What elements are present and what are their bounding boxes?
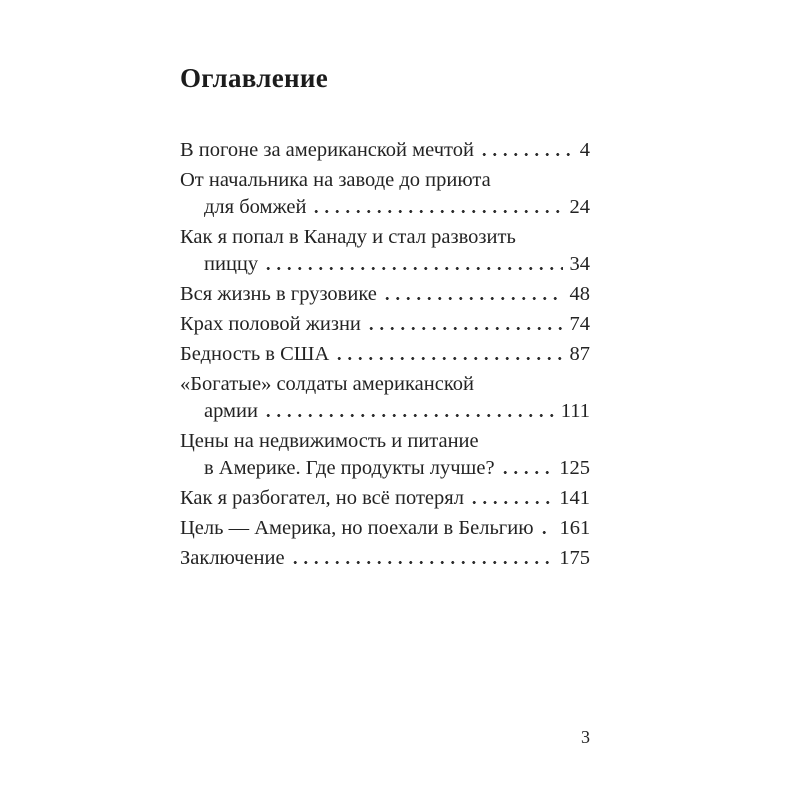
toc-line — [180, 194, 590, 221]
dot-leader — [334, 357, 562, 360]
toc-entry-text: От начальника на заводе до приюта — [180, 169, 491, 191]
toc-line — [180, 485, 590, 512]
toc-line — [180, 455, 590, 482]
dot-leader — [311, 210, 562, 213]
toc-line — [180, 341, 590, 368]
toc-entry-text: Цель — Америка, но поехали в Бельгию — [180, 517, 534, 539]
toc-line — [180, 545, 590, 572]
toc-entry-text: Цены на недвижимость и питание — [180, 430, 479, 452]
dot-leader — [366, 327, 563, 330]
dot-leader — [500, 471, 553, 474]
toc-line — [180, 224, 590, 251]
toc-page-number: 87 — [569, 343, 590, 365]
toc-entry-text: Заключение — [180, 547, 285, 569]
toc-page-number: 24 — [569, 196, 590, 218]
toc-line — [180, 398, 590, 425]
toc-page-number: 48 — [569, 283, 590, 305]
dot-leader — [539, 531, 553, 534]
page-title: Оглавление — [180, 63, 328, 93]
toc-entry-text: Бедность в США — [180, 343, 330, 365]
dot-leader — [290, 561, 553, 564]
toc-page-number: 74 — [569, 313, 590, 335]
table-of-contents — [180, 137, 590, 572]
toc-entry-text: Как я разбогател, но всё потерял — [180, 487, 464, 509]
toc-entry-text: «Богатые» солдаты американской — [180, 373, 474, 395]
toc-entry-text: армии — [204, 400, 258, 422]
dot-leader — [382, 297, 563, 300]
dot-leader — [469, 501, 552, 504]
toc-entry-text: пиццу — [204, 253, 259, 275]
toc-line — [180, 515, 590, 542]
toc-line — [180, 311, 590, 338]
toc-entry-text: Крах половой жизни — [180, 313, 361, 335]
toc-line — [180, 167, 590, 194]
toc-line — [180, 281, 590, 308]
toc-line — [180, 137, 590, 164]
toc-page-number: 141 — [559, 487, 590, 509]
toc-entry-text: в Америке. Где продукты лучше? — [204, 457, 495, 479]
toc-entry-text: В погоне за американской мечтой — [180, 139, 474, 161]
dot-leader — [479, 153, 573, 156]
dot-leader — [263, 267, 562, 270]
toc-line — [180, 428, 590, 455]
toc-page-number: 175 — [559, 547, 590, 569]
toc-content — [180, 62, 590, 572]
toc-entry-text: Вся жизнь в грузовике — [180, 283, 377, 305]
folio-page-number: 3 — [581, 727, 590, 747]
toc-page-number: 125 — [559, 457, 590, 479]
toc-entry-text: Как я попал в Канаду и стал развозить — [180, 226, 516, 248]
toc-page-number: 4 — [579, 139, 590, 161]
dot-leader — [263, 414, 554, 417]
toc-entry-text: для бомжей — [204, 196, 307, 218]
toc-line — [180, 371, 590, 398]
toc-line — [180, 251, 590, 278]
toc-page-number: 111 — [560, 400, 590, 422]
toc-page-number: 161 — [559, 517, 591, 539]
toc-page-number: 34 — [569, 253, 590, 275]
